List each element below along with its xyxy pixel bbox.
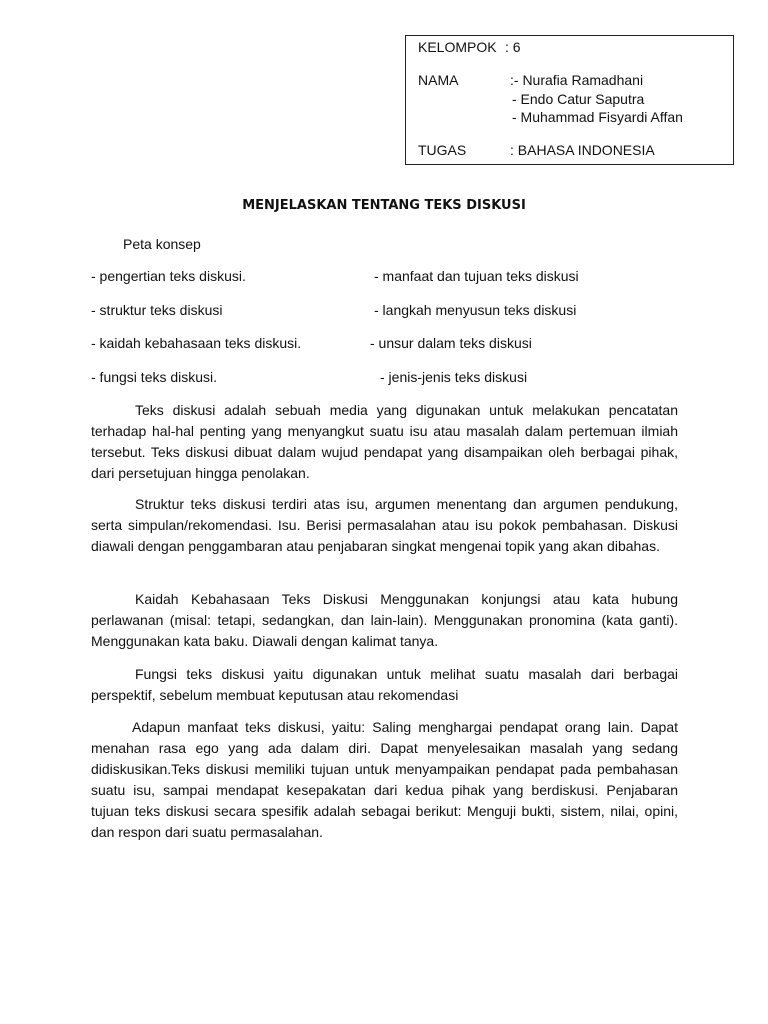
concept-item: - struktur teks diskusi bbox=[91, 302, 223, 318]
tugas-value: : BAHASA INDONESIA bbox=[510, 142, 655, 158]
info-box bbox=[405, 35, 734, 165]
kelompok-value: : 6 bbox=[505, 39, 521, 55]
concept-item: - manfaat dan tujuan teks diskusi bbox=[374, 268, 579, 284]
paragraph-function: Fungsi teks diskusi yaitu digunakan untuk melihat suatu masalah dari berbagai perspektif, sebelum membuat keputusan atau rekomendasi bbox=[91, 666, 678, 703]
concept-item: - jenis-jenis teks diskusi bbox=[380, 369, 528, 385]
nama-value-3: - Muhammad Fisyardi Affan bbox=[512, 109, 683, 125]
paragraph-definition: Teks diskusi adalah sebuah media yang digunakan untuk melakukan pencatatan terhadap hal-hal penting yang menyangkut suatu isu atau masalah dalam pertemuan ilmiah tersebut. Teks diskusi dibuat dalam wujud pendapat yang disampaikan oleh berbagai pihak, dari persetujuan hingga penolakan. bbox=[91, 402, 678, 481]
nama-value-1: :- Nurafia Ramadhani bbox=[510, 72, 644, 88]
page-title: MENJELASKAN TENTANG TEKS DISKUSI bbox=[242, 198, 526, 213]
concept-item: - unsur dalam teks diskusi bbox=[370, 335, 532, 351]
paragraph-benefits: Adapun manfaat teks diskusi, yaitu: Saling menghargai pendapat orang lain. Dapat menahan rasa ego yang ada dalam diri. Dapat menyelesaikan masalah yang sedang didiskusikan.Teks diskusi memiliki tujuan untuk menyampaikan pendapat pada pembahasan suatu isu, sampai mendapat kesepakatan dari kedua pihak yang berdiskusi. Penjabaran tujuan teks diskusi secara spesifik adalah sebagai berikut: Menguji bukti, sistem, nilai, opini, dan respon dari suatu permasalahan. bbox=[91, 719, 678, 840]
tugas-label: TUGAS bbox=[418, 142, 467, 158]
concept-item: - pengertian teks diskusi. bbox=[91, 268, 246, 284]
paragraph-language-rules: Kaidah Kebahasaan Teks Diskusi Menggunakan konjungsi atau kata hubung perlawanan (misal: tetapi, sedangkan, dan lain-lain). Menggunakan pronomina (kata ganti). Menggunakan kata baku. Diawali dengan kalimat tanya. bbox=[91, 591, 678, 649]
paragraph-structure: Struktur teks diskusi terdiri atas isu, argumen menentang dan argumen pendukung, serta simpulan/rekomendasi. Isu. Berisi permasalahan atau isu pokok pembahasan. Diskusi diawali dengan penggambaran atau penjabaran singkat mengenai topik yang akan dibahas. bbox=[91, 496, 678, 554]
kelompok-label: KELOMPOK bbox=[418, 39, 497, 55]
nama-label: NAMA bbox=[418, 72, 459, 88]
peta-konsep-heading: Peta konsep bbox=[123, 236, 201, 252]
concept-item: - fungsi teks diskusi. bbox=[91, 369, 218, 385]
concept-item: - langkah menyusun teks diskusi bbox=[374, 302, 577, 318]
nama-value-2: - Endo Catur Saputra bbox=[512, 91, 645, 107]
concept-item: - kaidah kebahasaan teks diskusi. bbox=[91, 335, 302, 351]
